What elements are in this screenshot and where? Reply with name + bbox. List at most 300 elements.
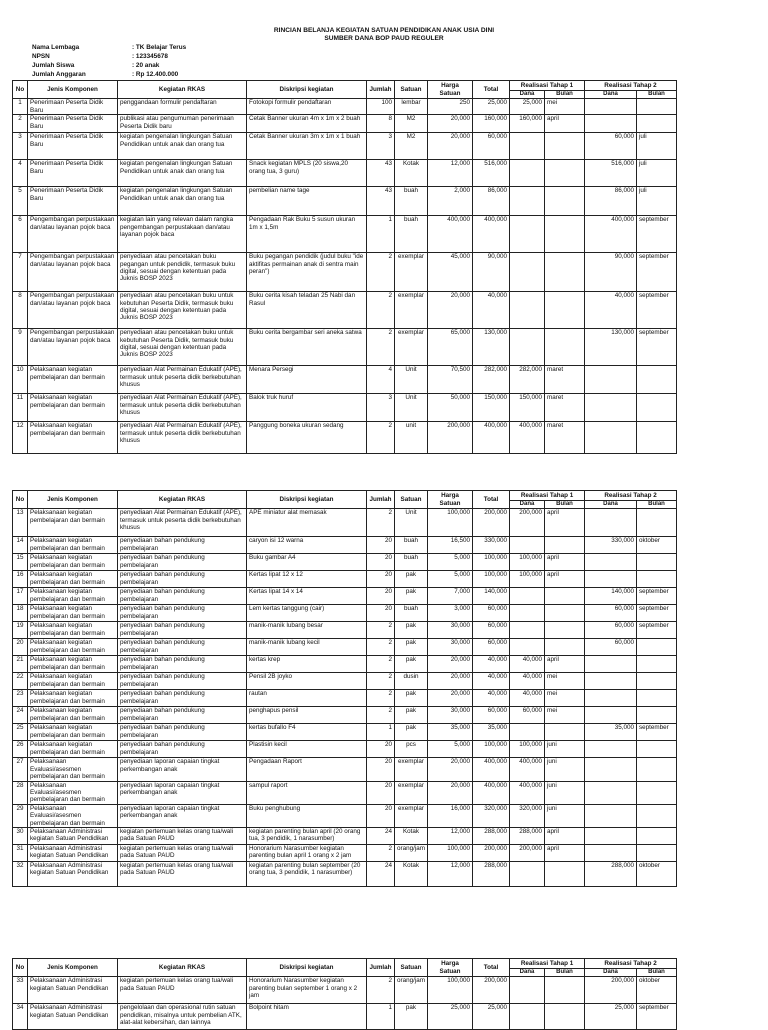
- cell-total: 200,000: [473, 977, 510, 1004]
- cell-deskripsi: Cetak Banner ukuran 4m x 1m x 2 buah: [247, 115, 367, 133]
- cell-bulan-tahap1: [545, 187, 585, 216]
- cell-jumlah: 1: [367, 1004, 395, 1030]
- table-row: [13, 115, 677, 133]
- header-bulan: Bulan: [545, 501, 585, 509]
- cell-harga-satuan: 20,000: [428, 758, 473, 781]
- cell-bulan-tahap1: mei: [545, 673, 585, 690]
- cell-deskripsi: Pengadaan Raport: [247, 758, 367, 781]
- cell-no: 14: [13, 537, 28, 554]
- table-row: [13, 133, 677, 160]
- cell-komponen: Pelaksanaan kegiatan pembelajaran dan bermain: [28, 724, 118, 741]
- cell-komponen: Penerimaan Peserta Didik Baru: [28, 133, 118, 160]
- cell-harga-satuan: 100,000: [428, 845, 473, 862]
- cell-no: 25: [13, 724, 28, 741]
- cell-no: 22: [13, 673, 28, 690]
- cell-bulan-tahap2: september: [637, 588, 677, 605]
- cell-kegiatan-rkas: kegiatan pengenalan lingkungan Satuan Pendidikan untuk anak dan orang tua: [118, 187, 247, 216]
- cell-dana-tahap2: [585, 422, 637, 454]
- cell-bulan-tahap1: [545, 977, 585, 1004]
- cell-total: 100,000: [473, 741, 510, 758]
- cell-satuan: M2: [395, 133, 428, 160]
- document-title-line1: RINCIAN BELANJA KEGIATAN SATUAN PENDIDIKAN ANAK USIA DINI: [273, 27, 495, 34]
- cell-deskripsi: Buku cerita kisah teladan 25 Nabi dan Rasul: [247, 292, 367, 329]
- cell-dana-tahap1: [510, 187, 545, 216]
- cell-komponen: Penerimaan Peserta Didik Baru: [28, 160, 118, 187]
- cell-dana-tahap2: [585, 804, 637, 827]
- table-row: [13, 690, 677, 707]
- cell-harga-satuan: 20,000: [428, 115, 473, 133]
- cell-jumlah: 2: [367, 845, 395, 862]
- cell-harga-satuan: 12,000: [428, 828, 473, 845]
- cell-bulan-tahap2: [637, 741, 677, 758]
- cell-jumlah: 100: [367, 99, 395, 115]
- cell-satuan: exemplar: [395, 804, 428, 827]
- cell-no: 31: [13, 845, 28, 862]
- cell-deskripsi: Pengadaan Rak Buku 5 susun ukuran 1m x 1,5m: [247, 216, 367, 253]
- header-no: No: [13, 81, 28, 99]
- header-bulan: Bulan: [637, 969, 677, 977]
- budget-table: [12, 958, 677, 1030]
- cell-kegiatan-rkas: penyediaan bahan pendukung pembelajaran: [118, 656, 247, 673]
- header-jumlah: Jumlah: [367, 81, 395, 99]
- cell-dana-tahap2: 130,000: [585, 329, 637, 366]
- cell-satuan: pak: [395, 622, 428, 639]
- cell-dana-tahap2: 288,000: [585, 862, 637, 887]
- cell-satuan: Unit: [395, 394, 428, 422]
- cell-bulan-tahap2: [637, 366, 677, 394]
- cell-jumlah: 20: [367, 554, 395, 571]
- cell-deskripsi: APE miniatur alat memasak: [247, 509, 367, 537]
- cell-total: 400,000: [473, 781, 510, 804]
- cell-no: 30: [13, 828, 28, 845]
- cell-jumlah: 20: [367, 758, 395, 781]
- cell-bulan-tahap1: [545, 329, 585, 366]
- table-row: [13, 422, 677, 454]
- cell-deskripsi: Kertas lipat 14 x 14: [247, 588, 367, 605]
- cell-harga-satuan: 12,000: [428, 862, 473, 887]
- cell-deskripsi: Honorarium Narasumber kegiatan parenting bulan september 1 orang x 2 jam: [247, 977, 367, 1004]
- cell-deskripsi: Cetak Banner ukuran 3m x 1m x 1 buah: [247, 133, 367, 160]
- cell-komponen: Pengembangan perpustakaan dan/atau layanan pojok baca: [28, 216, 118, 253]
- cell-komponen: Pelaksanaan Administrasi kegiatan Satuan Pendidikan: [28, 828, 118, 845]
- cell-jumlah: 2: [367, 656, 395, 673]
- cell-deskripsi: Buku cerita bergambar seri aneka satwa: [247, 329, 367, 366]
- cell-dana-tahap1: 288,000: [510, 828, 545, 845]
- meta-label: Jumlah Siswa: [32, 62, 75, 70]
- cell-kegiatan-rkas: penyediaan bahan pendukung pembelajaran: [118, 571, 247, 588]
- cell-kegiatan-rkas: kegiatan pengenalan lingkungan Satuan Pendidikan untuk anak dan orang tua: [118, 133, 247, 160]
- table-row: [13, 329, 677, 366]
- cell-bulan-tahap1: april: [545, 554, 585, 571]
- cell-satuan: M2: [395, 115, 428, 133]
- cell-harga-satuan: 30,000: [428, 622, 473, 639]
- cell-total: 330,000: [473, 537, 510, 554]
- cell-satuan: orang/jam: [395, 845, 428, 862]
- cell-jumlah: 24: [367, 862, 395, 887]
- cell-no: 18: [13, 605, 28, 622]
- cell-dana-tahap2: [585, 554, 637, 571]
- cell-bulan-tahap2: [637, 656, 677, 673]
- cell-komponen: Pelaksanaan Administrasi kegiatan Satuan Pendidikan: [28, 977, 118, 1004]
- cell-no: 11: [13, 394, 28, 422]
- cell-dana-tahap2: 140,000: [585, 588, 637, 605]
- cell-deskripsi: rautan: [247, 690, 367, 707]
- cell-dana-tahap2: [585, 707, 637, 724]
- cell-bulan-tahap1: [545, 160, 585, 187]
- cell-total: 40,000: [473, 656, 510, 673]
- cell-deskripsi: penghapus pensil: [247, 707, 367, 724]
- cell-dana-tahap1: 100,000: [510, 741, 545, 758]
- cell-dana-tahap1: 200,000: [510, 509, 545, 537]
- cell-no: 5: [13, 187, 28, 216]
- table-row: [13, 366, 677, 394]
- cell-kegiatan-rkas: penyediaan bahan pendukung pembelajaran: [118, 622, 247, 639]
- meta-value: : 20 anak: [132, 62, 160, 70]
- cell-dana-tahap2: 35,000: [585, 724, 637, 741]
- cell-komponen: Penerimaan Peserta Didik Baru: [28, 99, 118, 115]
- cell-jumlah: 2: [367, 292, 395, 329]
- cell-no: 17: [13, 588, 28, 605]
- cell-no: 20: [13, 639, 28, 656]
- cell-satuan: pak: [395, 588, 428, 605]
- cell-dana-tahap2: [585, 781, 637, 804]
- cell-bulan-tahap1: juni: [545, 758, 585, 781]
- cell-bulan-tahap1: maret: [545, 366, 585, 394]
- cell-jumlah: 20: [367, 537, 395, 554]
- table-row: [13, 828, 677, 845]
- cell-jumlah: 20: [367, 741, 395, 758]
- cell-deskripsi: Lem kertas tanggung (cair): [247, 605, 367, 622]
- cell-komponen: Pengembangan perpustakaan dan/atau layanan pojok baca: [28, 329, 118, 366]
- table-row: [13, 605, 677, 622]
- cell-deskripsi: Pensil 2B joyko: [247, 673, 367, 690]
- cell-jumlah: 4: [367, 366, 395, 394]
- cell-deskripsi: Snack kegiatan MPLS (20 siswa,20 orang tua, 3 guru): [247, 160, 367, 187]
- cell-kegiatan-rkas: penyediaan bahan pendukung pembelajaran: [118, 741, 247, 758]
- cell-deskripsi: Buku pegangan pendidik (judul buku "ide aktifitas permainan anak di sentra main peran"): [247, 253, 367, 292]
- cell-deskripsi: kegiatan parenting bulan april (20 orang tua, 3 pendidik, 1 narasumber): [247, 828, 367, 845]
- cell-bulan-tahap1: mei: [545, 707, 585, 724]
- cell-dana-tahap2: [585, 571, 637, 588]
- cell-no: 4: [13, 160, 28, 187]
- cell-bulan-tahap2: [637, 99, 677, 115]
- cell-dana-tahap1: 100,000: [510, 571, 545, 588]
- meta-value: : Rp 12.400.000: [132, 71, 179, 79]
- cell-deskripsi: caryon isi 12 warna: [247, 537, 367, 554]
- cell-satuan: buah: [395, 605, 428, 622]
- cell-deskripsi: Bolpoint hitam: [247, 1004, 367, 1030]
- cell-jumlah: 2: [367, 422, 395, 454]
- header-no: No: [13, 491, 28, 509]
- cell-deskripsi: manik-manik lubang kecil: [247, 639, 367, 656]
- cell-komponen: Pelaksanaan kegiatan pembelajaran dan bermain: [28, 690, 118, 707]
- cell-kegiatan-rkas: penyediaan bahan pendukung pembelajaran: [118, 554, 247, 571]
- cell-no: 6: [13, 216, 28, 253]
- header-jumlah: Jumlah: [367, 491, 395, 509]
- cell-no: 1: [13, 99, 28, 115]
- cell-harga-satuan: 25,000: [428, 1004, 473, 1030]
- table-row: [13, 707, 677, 724]
- cell-dana-tahap1: 40,000: [510, 673, 545, 690]
- cell-bulan-tahap2: [637, 845, 677, 862]
- cell-total: 400,000: [473, 216, 510, 253]
- meta-row: [32, 71, 186, 80]
- cell-kegiatan-rkas: penyediaan bahan pendukung pembelajaran: [118, 707, 247, 724]
- cell-bulan-tahap1: april: [545, 509, 585, 537]
- cell-kegiatan-rkas: penyediaan bahan pendukung pembelajaran: [118, 639, 247, 656]
- cell-harga-satuan: 7,000: [428, 588, 473, 605]
- table-row: [13, 99, 677, 115]
- cell-total: 516,000: [473, 160, 510, 187]
- cell-satuan: exemplar: [395, 292, 428, 329]
- cell-dana-tahap2: 516,000: [585, 160, 637, 187]
- cell-total: 200,000: [473, 845, 510, 862]
- cell-dana-tahap1: [510, 639, 545, 656]
- cell-dana-tahap1: 160,000: [510, 115, 545, 133]
- cell-no: 21: [13, 656, 28, 673]
- cell-jumlah: 43: [367, 160, 395, 187]
- cell-satuan: Kotak: [395, 160, 428, 187]
- cell-dana-tahap1: 100,000: [510, 554, 545, 571]
- cell-no: 10: [13, 366, 28, 394]
- cell-harga-satuan: 2,000: [428, 187, 473, 216]
- cell-kegiatan-rkas: kegiatan pertemuan kelas orang tua/wali pada Satuan PAUD: [118, 977, 247, 1004]
- cell-total: 140,000: [473, 588, 510, 605]
- cell-komponen: Pelaksanaan Administrasi kegiatan Satuan Pendidikan: [28, 1004, 118, 1030]
- cell-bulan-tahap2: juli: [637, 160, 677, 187]
- meta-row: [32, 61, 186, 70]
- cell-no: 16: [13, 571, 28, 588]
- cell-kegiatan-rkas: penyediaan atau pencetakan buku pegangan untuk pendidik, termasuk buku digital, sesuai dengan ketentuan pada Juknis BOSP 2023: [118, 253, 247, 292]
- cell-satuan: pak: [395, 571, 428, 588]
- table-row: [13, 160, 677, 187]
- cell-dana-tahap1: 150,000: [510, 394, 545, 422]
- header-dana: Dana: [585, 91, 637, 99]
- cell-komponen: Pelaksanaan kegiatan pembelajaran dan bermain: [28, 554, 118, 571]
- cell-bulan-tahap1: [545, 292, 585, 329]
- cell-satuan: exemplar: [395, 781, 428, 804]
- cell-dana-tahap1: [510, 160, 545, 187]
- cell-dana-tahap1: [510, 588, 545, 605]
- cell-komponen: Penerimaan Peserta Didik Baru: [28, 187, 118, 216]
- header-realisasi-tahap1: Realisasi Tahap 1: [510, 491, 585, 501]
- table-row: [13, 656, 677, 673]
- cell-satuan: Unit: [395, 366, 428, 394]
- cell-jumlah: 2: [367, 639, 395, 656]
- cell-bulan-tahap1: maret: [545, 422, 585, 454]
- table-row: [13, 845, 677, 862]
- cell-total: 400,000: [473, 758, 510, 781]
- meta-row: [32, 43, 186, 52]
- cell-harga-satuan: 5,000: [428, 741, 473, 758]
- cell-komponen: Pelaksanaan Evaluasi/asesmen pembelajaran dan bermain: [28, 804, 118, 827]
- cell-dana-tahap1: [510, 1004, 545, 1030]
- cell-deskripsi: manik-manik lubang besar: [247, 622, 367, 639]
- cell-dana-tahap1: [510, 537, 545, 554]
- header-satuan: Satuan: [395, 81, 428, 99]
- cell-deskripsi: Buku gambar A4: [247, 554, 367, 571]
- cell-dana-tahap2: 90,000: [585, 253, 637, 292]
- cell-deskripsi: Kertas lipat 12 x 12: [247, 571, 367, 588]
- cell-satuan: exemplar: [395, 758, 428, 781]
- cell-satuan: Kotak: [395, 862, 428, 887]
- cell-kegiatan-rkas: kegiatan pertemuan kelas orang tua/wali pada Satuan PAUD: [118, 845, 247, 862]
- header-bulan: Bulan: [545, 969, 585, 977]
- cell-bulan-tahap2: [637, 758, 677, 781]
- cell-no: 12: [13, 422, 28, 454]
- header-no: No: [13, 959, 28, 977]
- cell-total: 60,000: [473, 707, 510, 724]
- cell-satuan: unit: [395, 422, 428, 454]
- cell-satuan: exemplar: [395, 329, 428, 366]
- cell-harga-satuan: 200,000: [428, 422, 473, 454]
- cell-jumlah: 20: [367, 781, 395, 804]
- cell-satuan: buah: [395, 537, 428, 554]
- cell-no: 7: [13, 253, 28, 292]
- meta-value: : 123345678: [132, 53, 168, 61]
- header-diskripsi-kegiatan: Diskripsi kegiatan: [247, 491, 367, 509]
- cell-total: 100,000: [473, 571, 510, 588]
- cell-kegiatan-rkas: kegiatan pertemuan kelas orang tua/wali pada Satuan PAUD: [118, 828, 247, 845]
- cell-dana-tahap1: 400,000: [510, 422, 545, 454]
- cell-total: 130,000: [473, 329, 510, 366]
- cell-dana-tahap2: 400,000: [585, 216, 637, 253]
- cell-dana-tahap2: [585, 845, 637, 862]
- cell-jumlah: 20: [367, 571, 395, 588]
- cell-kegiatan-rkas: penyediaan Alat Permainan Edukatif (APE), termasuk untuk peserta didik berkebutuhan khusus: [118, 366, 247, 394]
- cell-bulan-tahap1: juni: [545, 781, 585, 804]
- table-row: [13, 537, 677, 554]
- cell-bulan-tahap2: [637, 828, 677, 845]
- table-row: [13, 216, 677, 253]
- header-total: Total: [473, 81, 510, 99]
- cell-total: 35,000: [473, 724, 510, 741]
- cell-dana-tahap2: [585, 741, 637, 758]
- cell-no: 13: [13, 509, 28, 537]
- cell-no: 26: [13, 741, 28, 758]
- meta-row: [32, 52, 186, 61]
- cell-jumlah: 2: [367, 690, 395, 707]
- cell-jumlah: 24: [367, 828, 395, 845]
- header-realisasi-tahap2: Realisasi Tahap 2: [585, 959, 677, 969]
- cell-deskripsi: kegiatan parenting bulan september (20 orang tua, 3 pendidik, 1 narasumber): [247, 862, 367, 887]
- cell-deskripsi: Buku penghubung: [247, 804, 367, 827]
- cell-dana-tahap1: [510, 292, 545, 329]
- header-jenis-komponen: Jenis Komponen: [28, 491, 118, 509]
- cell-no: 23: [13, 690, 28, 707]
- cell-total: 150,000: [473, 394, 510, 422]
- table-row: [13, 741, 677, 758]
- cell-kegiatan-rkas: penyediaan bahan pendukung pembelajaran: [118, 605, 247, 622]
- header-dana: Dana: [585, 969, 637, 977]
- cell-bulan-tahap1: [545, 216, 585, 253]
- cell-komponen: Pelaksanaan kegiatan pembelajaran dan bermain: [28, 639, 118, 656]
- cell-kegiatan-rkas: penyediaan atau pencetakan buku untuk kebutuhan Peserta Didik, termasuk buku digital, sesuai dengan ketentuan pada Juknis BOSP 2023: [118, 292, 247, 329]
- table-row: [13, 758, 677, 781]
- cell-kegiatan-rkas: penyediaan Alat Permainan Edukatif (APE), termasuk untuk peserta didik berkebutuhan khusus: [118, 394, 247, 422]
- cell-bulan-tahap2: [637, 394, 677, 422]
- cell-dana-tahap1: [510, 133, 545, 160]
- cell-kegiatan-rkas: publikasi atau pengumuman penerimaan Peserta Didik baru: [118, 115, 247, 133]
- cell-jumlah: 8: [367, 115, 395, 133]
- table-row: [13, 253, 677, 292]
- cell-harga-satuan: 30,000: [428, 707, 473, 724]
- table-row: [13, 394, 677, 422]
- cell-bulan-tahap2: [637, 422, 677, 454]
- cell-no: 28: [13, 781, 28, 804]
- header-realisasi-tahap2: Realisasi Tahap 2: [585, 491, 677, 501]
- header-dana: Dana: [585, 501, 637, 509]
- cell-dana-tahap1: 400,000: [510, 758, 545, 781]
- cell-bulan-tahap1: [545, 253, 585, 292]
- cell-bulan-tahap1: april: [545, 845, 585, 862]
- cell-deskripsi: Fotokopi formulir pendaftaran: [247, 99, 367, 115]
- cell-kegiatan-rkas: kegiatan pengenalan lingkungan Satuan Pendidikan untuk anak dan orang tua: [118, 160, 247, 187]
- cell-bulan-tahap2: juli: [637, 187, 677, 216]
- cell-bulan-tahap1: [545, 622, 585, 639]
- cell-dana-tahap1: [510, 622, 545, 639]
- cell-bulan-tahap1: [545, 588, 585, 605]
- cell-dana-tahap2: 330,000: [585, 537, 637, 554]
- cell-dana-tahap1: [510, 862, 545, 887]
- cell-no: 2: [13, 115, 28, 133]
- cell-bulan-tahap1: [545, 1004, 585, 1030]
- cell-total: 288,000: [473, 828, 510, 845]
- budget-table: [12, 80, 677, 454]
- table-row: [13, 673, 677, 690]
- cell-harga-satuan: 250: [428, 99, 473, 115]
- cell-jumlah: 1: [367, 724, 395, 741]
- cell-dana-tahap2: 25,000: [585, 1004, 637, 1030]
- cell-kegiatan-rkas: penyediaan bahan pendukung pembelajaran: [118, 724, 247, 741]
- cell-deskripsi: Panggung boneka ukuran sedang: [247, 422, 367, 454]
- cell-dana-tahap1: 200,000: [510, 845, 545, 862]
- cell-no: 27: [13, 758, 28, 781]
- cell-komponen: Pelaksanaan kegiatan pembelajaran dan bermain: [28, 656, 118, 673]
- cell-bulan-tahap1: mei: [545, 690, 585, 707]
- cell-bulan-tahap2: oktober: [637, 537, 677, 554]
- cell-total: 60,000: [473, 133, 510, 160]
- cell-kegiatan-rkas: penyediaan bahan pendukung pembelajaran: [118, 588, 247, 605]
- cell-dana-tahap2: [585, 394, 637, 422]
- cell-komponen: Pelaksanaan kegiatan pembelajaran dan bermain: [28, 537, 118, 554]
- cell-bulan-tahap2: [637, 707, 677, 724]
- cell-bulan-tahap2: september: [637, 1004, 677, 1030]
- header-dana: Dana: [510, 91, 545, 99]
- table-row: [13, 1004, 677, 1030]
- header-realisasi-tahap2: Realisasi Tahap 2: [585, 81, 677, 91]
- header-bulan: Bulan: [637, 501, 677, 509]
- cell-jumlah: 3: [367, 394, 395, 422]
- cell-dana-tahap2: [585, 828, 637, 845]
- cell-total: 288,000: [473, 862, 510, 887]
- cell-no: 34: [13, 1004, 28, 1030]
- cell-bulan-tahap2: september: [637, 253, 677, 292]
- cell-komponen: Pelaksanaan Evaluasi/asesmen pembelajaran dan bermain: [28, 758, 118, 781]
- cell-bulan-tahap2: september: [637, 292, 677, 329]
- cell-jumlah: 2: [367, 253, 395, 292]
- cell-komponen: Pelaksanaan kegiatan pembelajaran dan bermain: [28, 741, 118, 758]
- cell-no: 8: [13, 292, 28, 329]
- cell-no: 32: [13, 862, 28, 887]
- cell-total: 90,000: [473, 253, 510, 292]
- cell-jumlah: 20: [367, 588, 395, 605]
- header-row: [13, 81, 677, 91]
- cell-satuan: pak: [395, 707, 428, 724]
- cell-no: 24: [13, 707, 28, 724]
- cell-jumlah: 2: [367, 509, 395, 537]
- cell-dana-tahap2: [585, 758, 637, 781]
